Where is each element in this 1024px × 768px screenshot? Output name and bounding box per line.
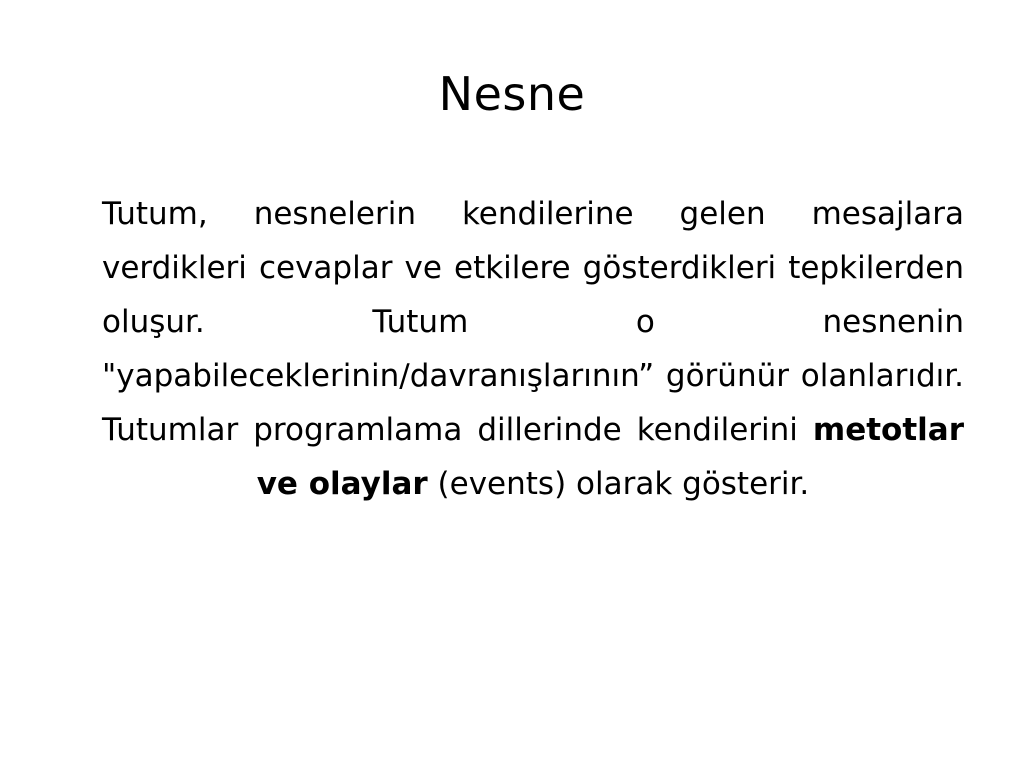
- slide-body-paragraph: [102, 187, 964, 511]
- body-text-after-bold: (events) olarak gösterir.: [427, 466, 810, 502]
- slide-title: Nesne: [438, 67, 586, 121]
- body-text-bold: metotlar ve olaylar: [256, 412, 964, 502]
- body-text-before-bold: Tutum, nesnelerin kendilerine gelen mesajlara verdikleri cevaplar ve etkilere gösterdikleri tepkilerden oluşur. Tutum o nesnenin "yapabileceklerinin/davranışlarının” görünür olanlarıdır. Tutumlar programlama dillerinde kendilerini: [102, 196, 964, 448]
